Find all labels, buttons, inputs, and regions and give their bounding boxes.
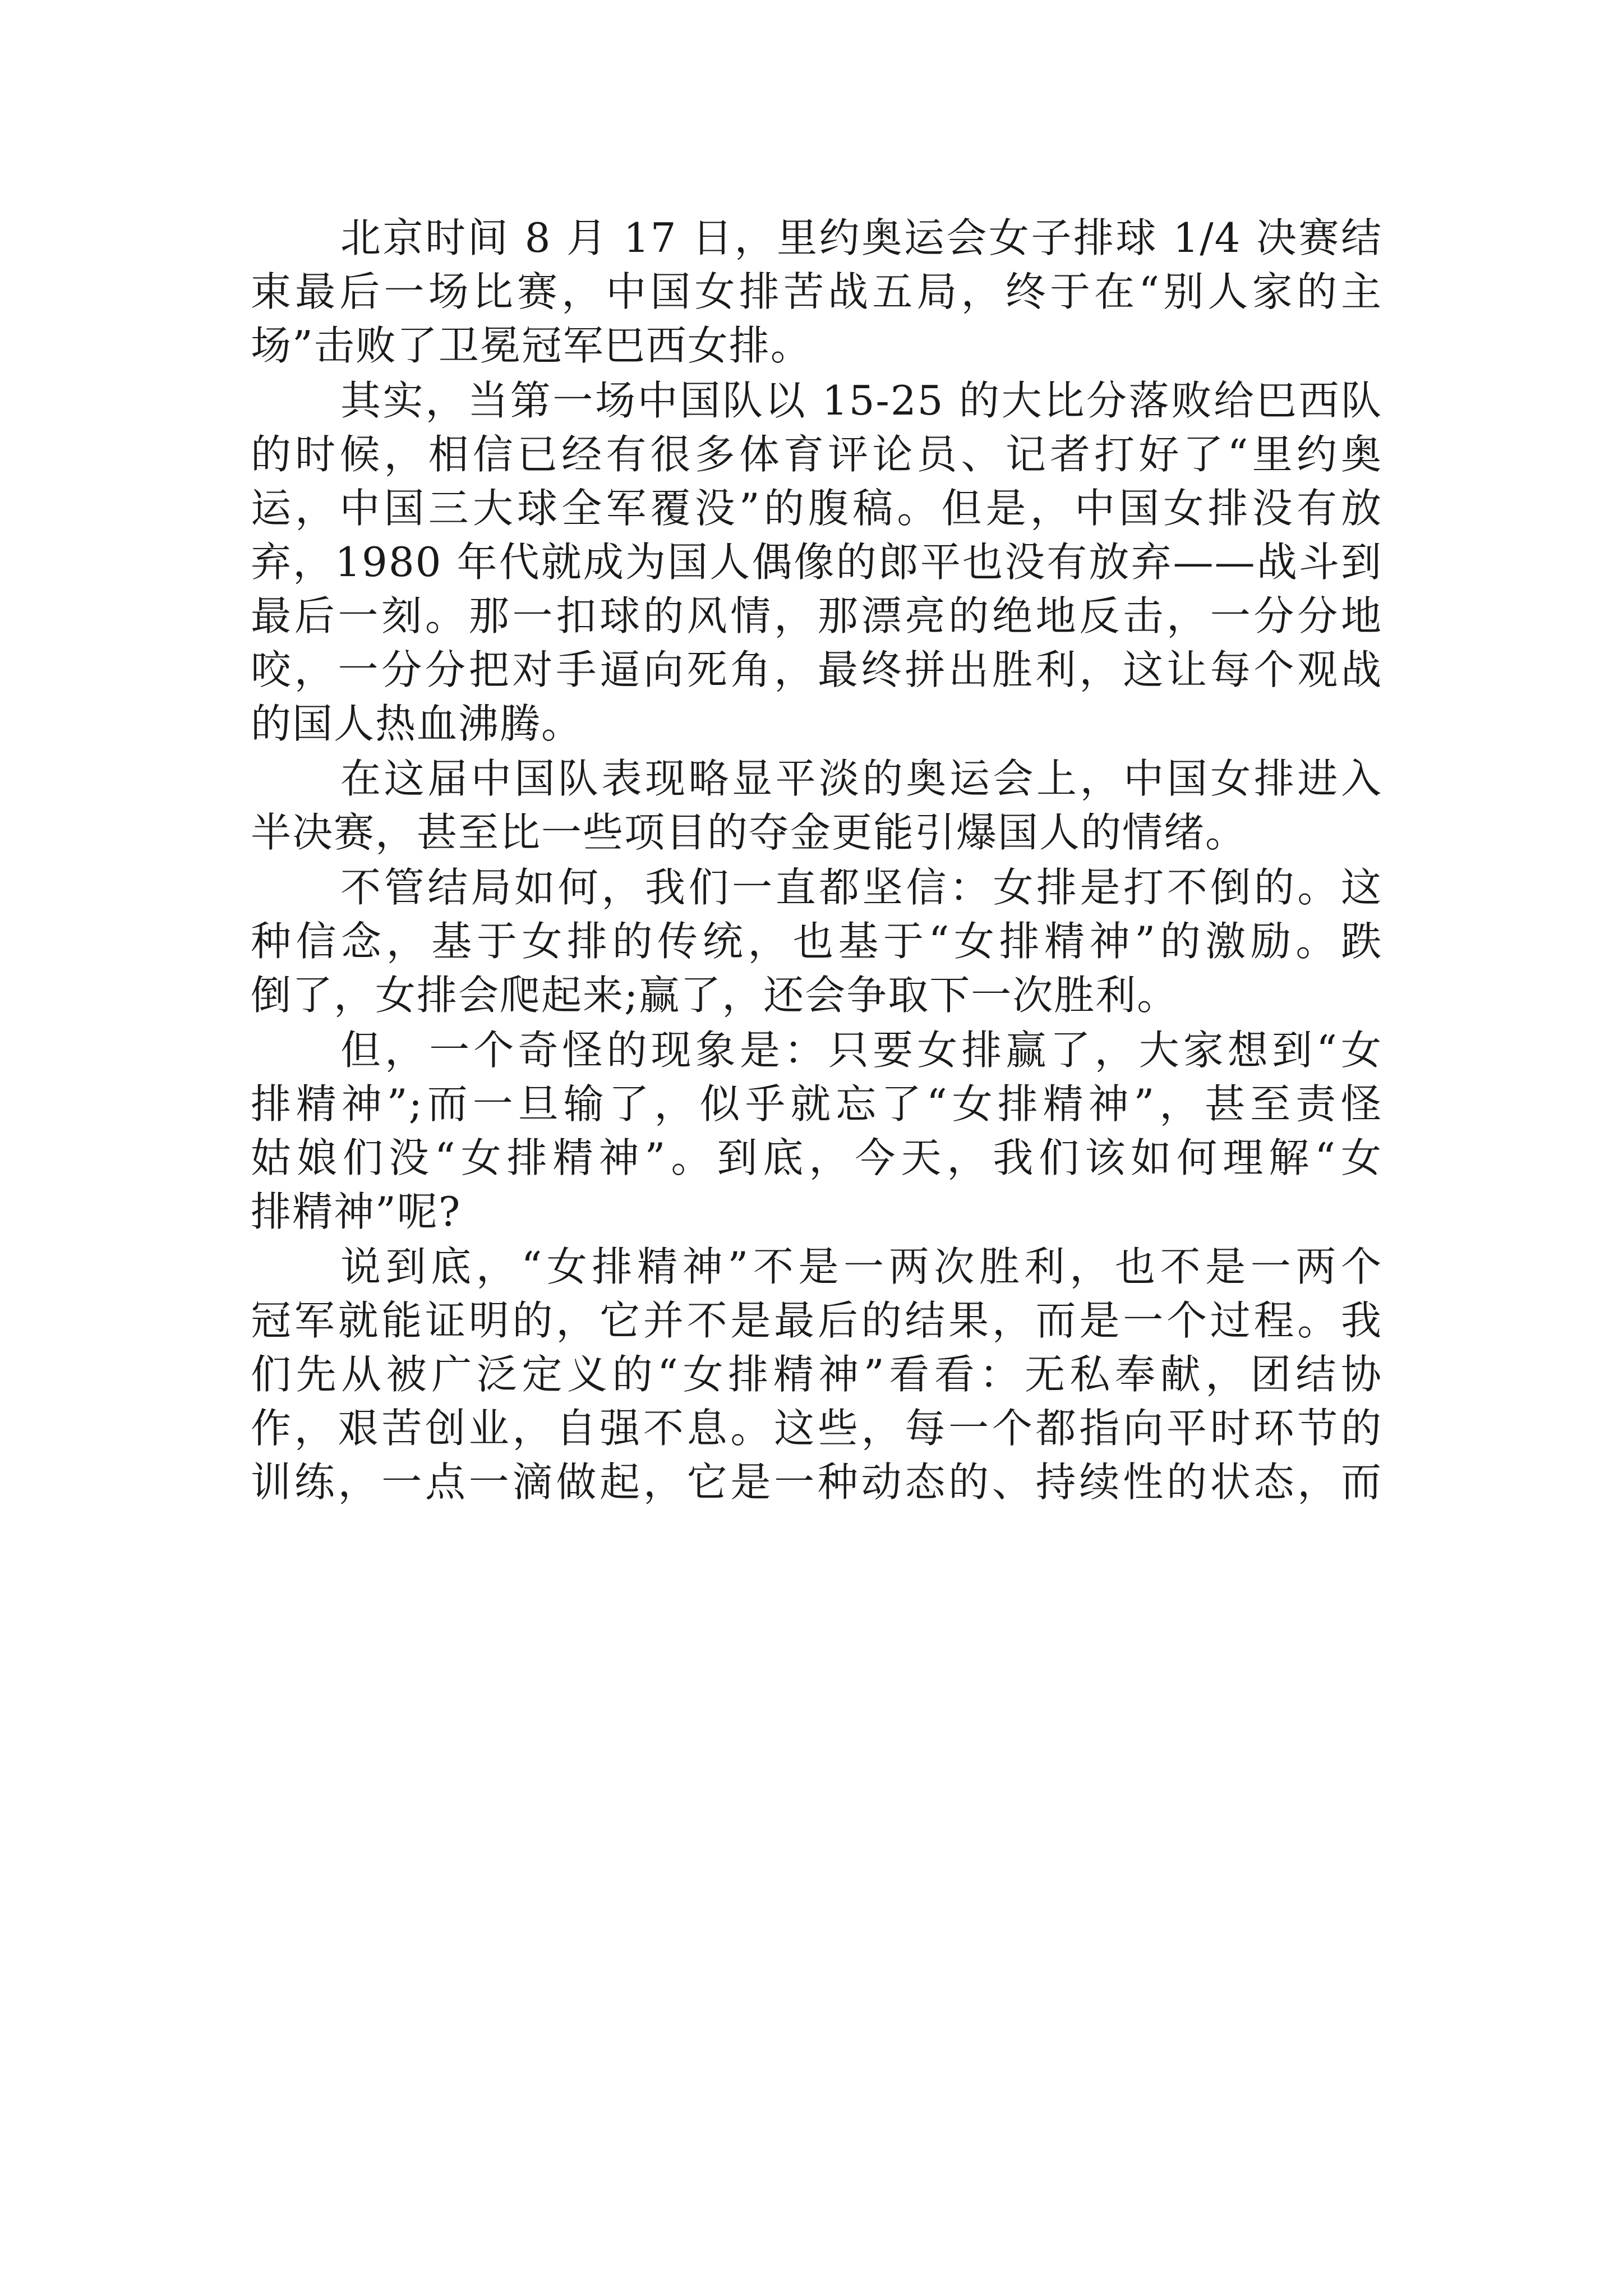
- text-line: 排精神”;而一旦输了，似乎就忘了“女排精神”，甚至责怪: [251, 1080, 1382, 1128]
- text-line: 束最后一场比赛，中国女排苦战五局，终于在“别人家的主: [251, 268, 1382, 315]
- text-line: 运，中国三大球全军覆没”的腹稿。但是，中国女排没有放: [251, 485, 1382, 532]
- text-line: 场”击败了卫冕冠军巴西女排。: [251, 322, 812, 369]
- text-line: 咬，一分分把对手逼向死角，最终拼出胜利，这让每个观战: [251, 646, 1382, 693]
- text-line: 种信念，基于女排的传统，也基于“女排精神”的激励。跌: [251, 918, 1382, 965]
- text-line: 半决赛，甚至比一些项目的夺金更能引爆国人的情绪。: [251, 809, 1247, 856]
- text-line: 北京时间 8 月 17 日，里约奥运会女子排球 1/4 决赛结: [340, 214, 1382, 261]
- text-line: 的国人热血沸腾。: [251, 700, 583, 747]
- paragraph-5: [251, 1023, 1382, 1239]
- paragraph-1: [251, 211, 1382, 372]
- text-line: 训练，一点一滴做起，它是一种动态的、持续性的状态，而: [251, 1458, 1382, 1506]
- text-line: 但，一个奇怪的现象是：只要女排赢了，大家想到“女: [340, 1027, 1382, 1074]
- paragraph-6: [251, 1240, 1382, 1509]
- paragraph-3: [251, 752, 1382, 859]
- text-line: 弃，1980 年代就成为国人偶像的郎平也没有放弃——战斗到: [251, 539, 1382, 586]
- text-line: 不管结局如何，我们一直都坚信：女排是打不倒的。这: [340, 864, 1382, 911]
- paragraph-2: [251, 374, 1382, 751]
- text-line: 姑娘们没“女排精神”。到底，今天，我们该如何理解“女: [251, 1134, 1382, 1181]
- text-line: 在这届中国队表现略显平淡的奥运会上，中国女排进入: [340, 755, 1382, 802]
- paragraph-4: [251, 861, 1382, 1022]
- text-line: 倒了，女排会爬起来;赢了，还会争取下一次胜利。: [251, 972, 1179, 1019]
- text-line: 说到底，“女排精神”不是一两次胜利，也不是一两个: [340, 1243, 1382, 1290]
- article-body: [251, 211, 1382, 1510]
- text-line: 的时候，相信已经有很多体育评论员、记者打好了“里约奥: [251, 431, 1382, 478]
- text-line: 们先从被广泛定义的“女排精神”看看：无私奉献，团结协: [251, 1351, 1382, 1398]
- text-line: 作，艰苦创业，自强不息。这些，每一个都指向平时环节的: [251, 1405, 1382, 1452]
- text-line: 冠军就能证明的，它并不是最后的结果，而是一个过程。我: [251, 1297, 1382, 1344]
- text-line: 最后一刻。那一扣球的风情，那漂亮的绝地反击，一分分地: [251, 592, 1382, 639]
- text-line: 其实，当第一场中国队以 15-25 的大比分落败给巴西队: [340, 377, 1382, 424]
- text-line: 排精神”呢?: [251, 1188, 462, 1235]
